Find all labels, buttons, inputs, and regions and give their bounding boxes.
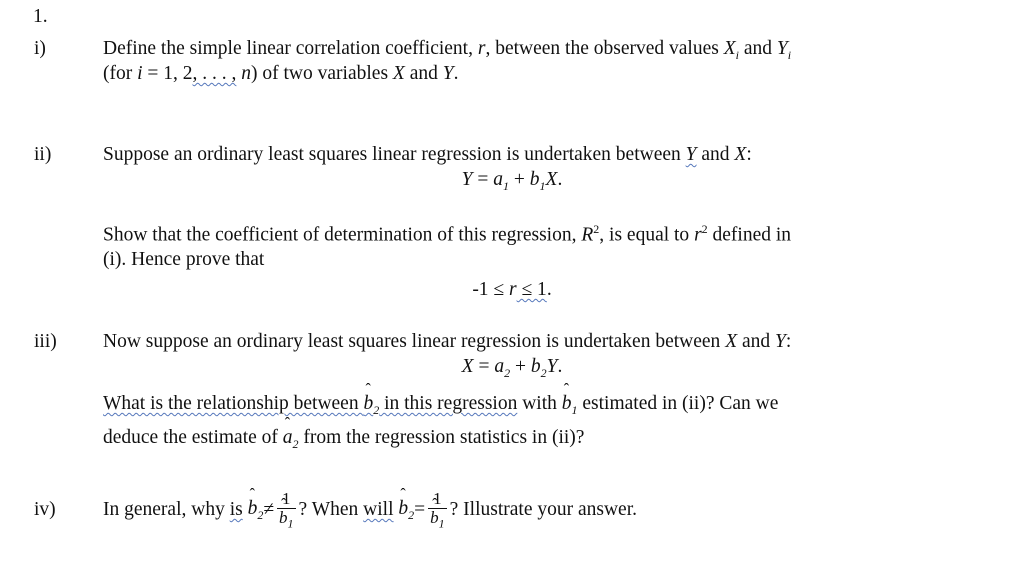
part-ii-line1: Suppose an ordinary least squares linear regression is undertaken between Y and X: [103, 144, 752, 165]
part-iii-question2: deduce the estimate of ˆ $a_2$ from the regression statistics in (ii)? [103, 426, 584, 452]
part-i-line2: (for i = 1, 2, . . . , n) of two variables X and Y. [103, 63, 459, 84]
question-number: 1. [33, 6, 48, 27]
part-iii-question: What is the relationship between ˆ $b_2$ in this regression with ˆ $b_1$ estimated in (ii)? Can we [103, 392, 778, 418]
part-ii-hence: (i). Hence prove that [103, 249, 265, 270]
part-iii-label: iii) [34, 331, 57, 352]
part-ii-label: ii) [34, 144, 52, 165]
part-ii-inequality: -1 ≤ r ≤ 1. [472, 279, 552, 300]
part-ii-equation: $Y = a_1 + b_1X$. [461, 169, 563, 193]
part-iv-question: In general, why is ˆ $b_2$ ≠ 1 ˆ $b_1$ ? When will ˆ $b_2$ = 1 ˆ $b_1$ ? Illustrate your answer. [103, 486, 637, 534]
part-i-line1: Define the simple linear correlation coefficient, r, between the observed values $X_i$ and $Y_i$ [103, 38, 792, 62]
part-iv-label: iv) [34, 499, 56, 520]
part-i-label: i) [34, 38, 46, 59]
fraction-1-over-b1: 1 ˆ $b_1$ [277, 490, 296, 530]
part-ii-show: Show that the coefficient of determination of this regression, $R^2$, is equal to $r^2$ defined in [103, 222, 792, 246]
fraction-1-over-b1-second: 1 ˆ $b_1$ [428, 490, 447, 530]
part-iii-line1: Now suppose an ordinary least squares linear regression is undertaken between X and Y: [103, 331, 792, 352]
part-iii-equation: $X = a_2 + b_2Y$. [461, 356, 563, 380]
